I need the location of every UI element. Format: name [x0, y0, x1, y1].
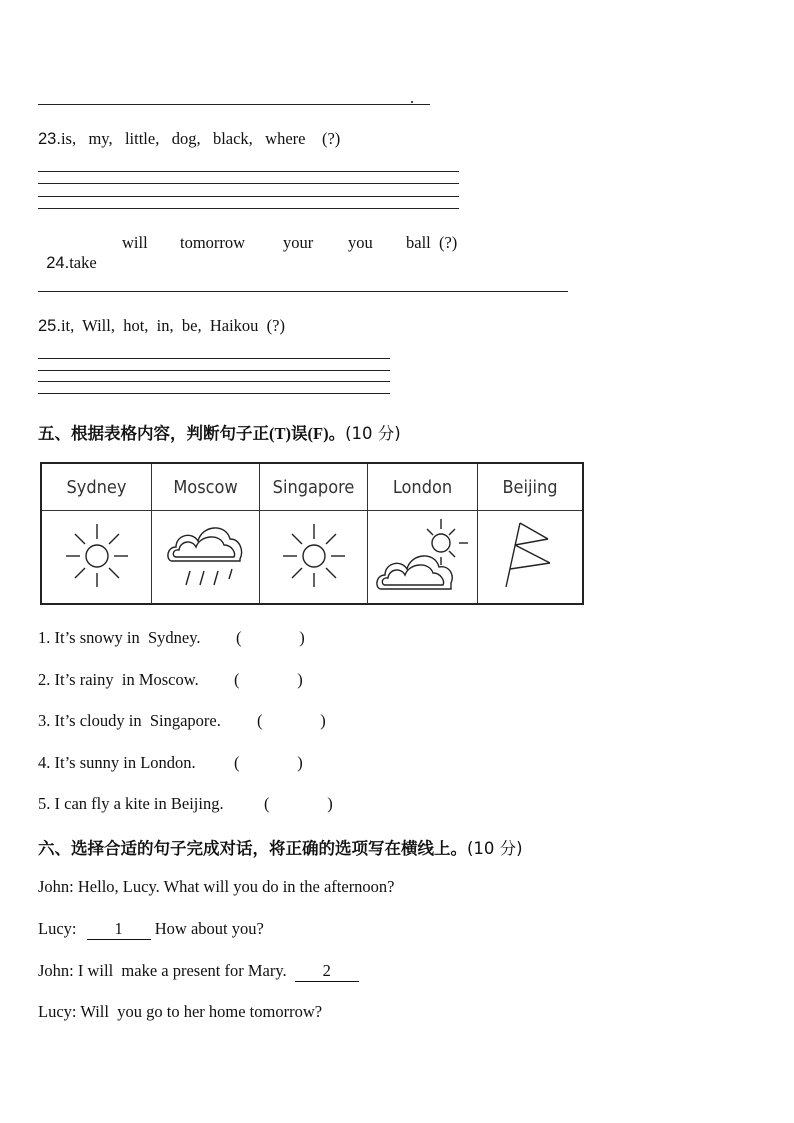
section-6-heading [38, 835, 523, 859]
dialogue-line [38, 961, 359, 982]
wind-icon [500, 515, 560, 595]
section-6-title: 六、选择合适的句子完成对话，将正确的选项写在横线上。 [38, 839, 467, 858]
question-number: 24. [46, 254, 70, 272]
weather-table-header-row [41, 463, 583, 511]
weather-cell-sydney [41, 511, 152, 605]
answer-line-25[interactable] [38, 393, 390, 394]
dialogue-line [38, 919, 264, 940]
section-5-title-end: 。 [328, 424, 346, 443]
answer-line-23[interactable] [38, 171, 459, 172]
tf-item [38, 628, 201, 648]
question-words: is, my, little, dog, black, where (?) [60, 129, 341, 148]
city-cell: Sydney [41, 463, 152, 511]
question-24 [38, 233, 97, 273]
sun-icon [279, 520, 349, 590]
tf-item [38, 670, 199, 690]
tf-answer-paren[interactable]: ( ) [264, 794, 333, 813]
answer-line-24[interactable] [38, 291, 568, 292]
weather-cell-beijing [478, 511, 584, 605]
question-number: 25. [38, 317, 61, 335]
city-cell: Singapore [260, 463, 368, 511]
question-words: it, Will, hot, in, be, Haikou (?) [60, 316, 285, 335]
tf-item-text: 5. I can fly a kite in Beijing. [38, 794, 224, 813]
question-word: you [348, 233, 373, 252]
tf-answer-paren[interactable]: ( ) [234, 753, 303, 772]
section-5-points: (10 分) [345, 424, 401, 443]
tf-item-text: 2. It’s rainy in Moscow. [38, 670, 199, 689]
tf-item-text: 4. It’s sunny in London. [38, 753, 196, 772]
true-mark: (T) [269, 424, 291, 443]
answer-line-22-period: . [410, 88, 415, 107]
tf-answer-paren[interactable]: ( ) [236, 628, 305, 647]
sun-icon [62, 520, 132, 590]
answer-line-23[interactable] [38, 208, 459, 209]
dialogue-line: Lucy: Will you go to her home tomorrow? [38, 1002, 323, 1021]
section-5-title: 五、根据表格内容，判断句子正 [38, 424, 269, 443]
section-5-heading [38, 420, 401, 444]
dialogue-speaker-text: Lucy: [38, 919, 81, 938]
answer-blank-2[interactable]: 2 [295, 961, 359, 982]
tf-answer-paren[interactable]: ( ) [257, 711, 326, 730]
answer-line-23[interactable] [38, 183, 459, 184]
question-word: your [283, 233, 314, 252]
weather-cell-singapore [260, 511, 368, 605]
question-word: will [122, 233, 148, 252]
weather-cell-moscow [152, 511, 260, 605]
weather-table-icon-row [41, 511, 583, 605]
tf-answer-paren[interactable]: ( ) [234, 670, 303, 689]
answer-line-23[interactable] [38, 196, 459, 197]
answer-line-25[interactable] [38, 358, 390, 359]
question-23 [38, 129, 340, 149]
section-6-points: (10 分) [467, 839, 523, 858]
false-mark: (F) [307, 424, 329, 443]
question-word: tomorrow [180, 233, 246, 252]
question-number: 23. [38, 130, 61, 148]
answer-line-25[interactable] [38, 370, 390, 371]
tf-item [38, 753, 196, 773]
cloud-sun-icon [375, 513, 471, 597]
dialogue-line: John: Hello, Lucy. What will you do in the afternoon? [38, 877, 395, 896]
cloud-rain-icon [164, 517, 248, 593]
answer-blank-1[interactable]: 1 [87, 919, 151, 940]
question-word: take [69, 253, 97, 272]
question-word: ball (?) [406, 233, 458, 252]
tf-item [38, 794, 224, 814]
city-cell: Beijing [478, 463, 584, 511]
city-cell: London [368, 463, 478, 511]
weather-table [40, 462, 584, 605]
weather-cell-london [368, 511, 478, 605]
answer-line-25[interactable] [38, 381, 390, 382]
tf-item-text: 1. It’s snowy in Sydney. [38, 628, 201, 647]
section-5-title-mid: 误 [291, 424, 308, 443]
dialogue-text: How about you? [150, 919, 264, 938]
answer-line-22[interactable] [38, 104, 430, 105]
tf-item [38, 711, 221, 731]
dialogue-speaker-text: John: I will make a present for Mary. [38, 961, 291, 980]
city-cell: Moscow [152, 463, 260, 511]
question-25 [38, 316, 285, 336]
tf-item-text: 3. It’s cloudy in Singapore. [38, 711, 221, 730]
